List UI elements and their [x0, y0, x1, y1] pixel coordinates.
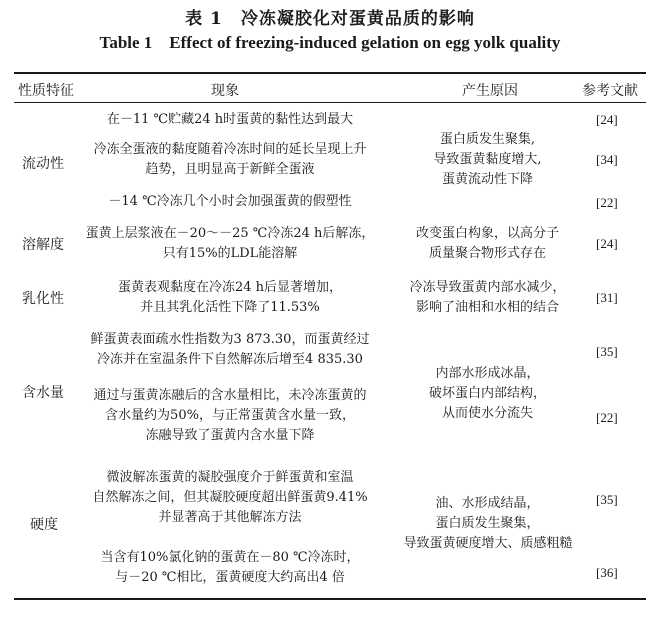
cause-line: 导致蛋黄黏度增大,: [433, 152, 542, 167]
property-emulsifying: 乳化性: [22, 291, 64, 307]
cause-line: 改变蛋白构象，以高分子: [415, 226, 559, 241]
phenomenon-line: 冻融导致了蛋黄内含水量下降: [145, 428, 315, 443]
reference: [36]: [596, 565, 618, 580]
phenomenon-line: 当含有10%氯化钠的蛋黄在－80 ℃冷冻时，: [100, 550, 360, 565]
cause-line: 油、水形成结晶，: [435, 496, 540, 511]
cause-line: 蛋黄流动性下降: [441, 172, 533, 187]
cause-line: 蛋白质发生聚集,: [439, 132, 536, 147]
phenomenon-line: 微波解冻蛋黄的凝胶强度介于鲜蛋黄和室温: [106, 470, 354, 485]
phenomenon-line: 趋势，且明显高于新鲜全蛋液: [145, 162, 315, 177]
header-reference: 参考文献: [582, 83, 638, 99]
header-cause: 产生原因: [462, 83, 518, 99]
cause-line: 内部水形成冰晶，: [435, 366, 540, 381]
phenomenon-line: 蛋黄上层浆液在－20～－25 ℃冷冻24 h后解冻，: [85, 226, 375, 241]
phenomenon-line: 自然解冻之间，但其凝胶硬度超出鲜蛋黄9.41%: [92, 490, 368, 505]
property-moisture: 含水量: [22, 385, 64, 401]
phenomenon-line: 与－20 ℃相比，蛋黄硬度大约高出4 倍: [115, 570, 345, 585]
phenomenon-line: 蛋黄表观黏度在冷冻24 h后显著增加，: [117, 280, 343, 295]
table-title-english: Table 1 Effect of freezing-induced gelation on egg yolk quality: [99, 33, 561, 52]
reference: [35]: [596, 492, 618, 507]
phenomenon-line: 并且其乳化活性下降了11.53%: [140, 300, 320, 315]
phenomenon-line: 在－11 ℃贮藏24 h时蛋黄的黏性达到最大: [106, 112, 354, 127]
phenomenon-line: 通过与蛋黄冻融后的含水量相比，未冷冻蛋黄的: [93, 388, 367, 403]
cause-line: 蛋白质发生聚集，: [435, 516, 540, 531]
reference: [31]: [596, 290, 618, 305]
property-solubility: 溶解度: [22, 237, 64, 253]
phenomenon-line: 并显著高于其他解冻方法: [158, 510, 302, 525]
reference: [22]: [596, 410, 618, 425]
cause-line: 破坏蛋白内部结构，: [428, 386, 546, 401]
header-phenomenon: 现象: [211, 83, 239, 99]
reference: [24]: [596, 112, 618, 127]
header-rule: [14, 102, 646, 103]
property-hardness: 硬度: [30, 517, 58, 533]
cause-line: 从而使水分流失: [441, 406, 533, 421]
cause-line: 导致蛋黄硬度增大、质感粗糙: [403, 536, 573, 551]
reference: [35]: [596, 344, 618, 359]
reference: [22]: [596, 195, 618, 210]
table-title-chinese: 表 1 冷冻凝胶化对蛋黄品质的影响: [185, 9, 475, 29]
cause-line: 影响了油相和水相的结合: [415, 300, 559, 315]
top-rule: [14, 72, 646, 74]
reference: [24]: [596, 236, 618, 251]
cause-line: 冷冻导致蛋黄内部水减少，: [409, 280, 566, 295]
reference: [34]: [596, 152, 618, 167]
phenomenon-line: 只有15%的LDL能溶解: [162, 246, 298, 261]
phenomenon-line: 冷冻并在室温条件下自然解冻后增至4 835.30: [97, 352, 363, 367]
phenomenon-line: 鲜蛋黄表面疏水性指数为3 873.30，而蛋黄经过: [90, 332, 370, 347]
phenomenon-line: 含水量约为50%，与正常蛋黄含水量一致，: [105, 408, 355, 423]
cause-line: 质量聚合物形式存在: [428, 246, 546, 261]
phenomenon-line: 冷冻全蛋液的黏度随着冷冻时间的延长呈现上升: [93, 142, 367, 157]
bottom-rule: [14, 598, 646, 600]
phenomenon-line: －14 ℃冷冻几个小时会加强蛋黄的假塑性: [108, 194, 352, 209]
property-fluidity: 流动性: [22, 156, 64, 172]
header-property: 性质特征: [18, 83, 74, 99]
